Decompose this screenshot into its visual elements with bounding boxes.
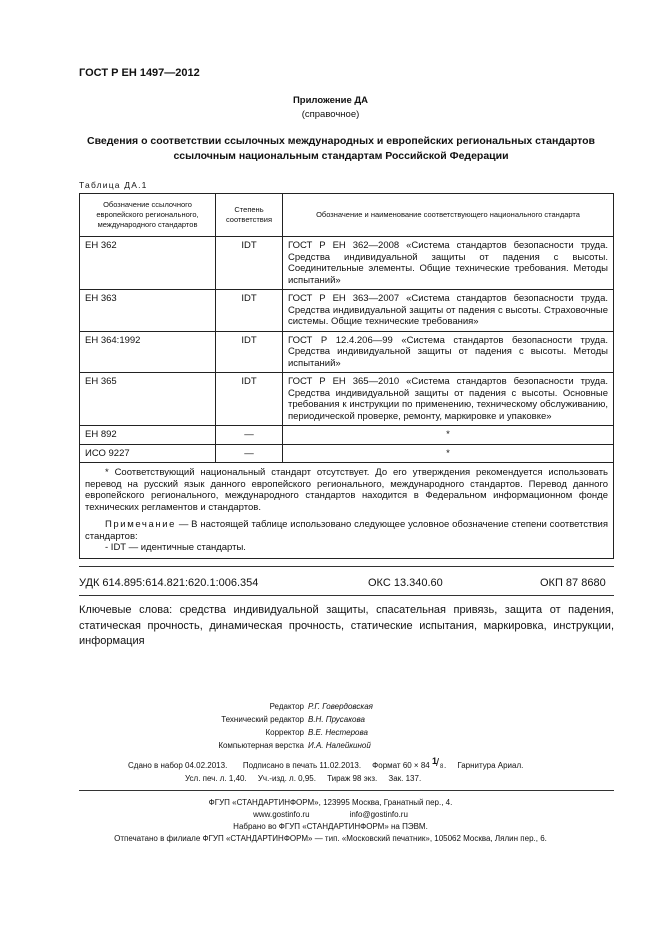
national-standard-cell: ГОСТ Р 12.4.206—99 «Система стандартов безопасности труда. Средства индивидуальной защиты от падения с высоты. Методы испытаний»	[283, 331, 614, 373]
publication-sheets: Уч.-изд. л. 0,95.	[257, 774, 316, 783]
publisher-block	[0, 797, 661, 845]
reference-cell: ЕН 363	[80, 290, 216, 332]
degree-cell: IDT	[216, 290, 283, 332]
credit-row	[0, 739, 661, 752]
format-fraction: 1 / 8	[431, 756, 444, 770]
udk-code: УДК 614.895:614.821:620.1:006.354	[79, 577, 259, 589]
national-standard-cell: ГОСТ Р ЕН 365—2010 «Система стандартов безопасности труда. Средства индивидуальной защиты от падения с высоты. Основные требования к инструкции по применению, техническому обслуживанию, периодической проверке, ремонту, маркировке и упаковке»	[283, 373, 614, 426]
publisher-email[interactable]: info@gostinfo.ru	[349, 810, 408, 819]
credit-role: Компьютерная верстка	[218, 741, 304, 750]
degree-cell: —	[216, 426, 283, 445]
reference-cell: ЕН 365	[80, 373, 216, 426]
table-footnote-row	[80, 463, 614, 559]
oks-code: ОКС 13.340.60	[368, 577, 443, 589]
credit-row	[0, 700, 661, 713]
degree-cell: IDT	[216, 331, 283, 373]
appendix-title: Приложение ДА	[292, 95, 369, 106]
credit-person: И.А. Налейкиной	[308, 741, 371, 750]
publisher-contacts	[0, 809, 661, 821]
correspondence-table	[79, 193, 614, 559]
degree-cell: IDT	[216, 237, 283, 290]
national-standard-cell: *	[283, 426, 614, 445]
national-standard-cell: ГОСТ Р ЕН 363—2007 «Система стандартов безопасности труда. Средства индивидуальной защиты от падения с высоты. Страховочные системы. Общие технические требования»	[283, 290, 614, 332]
credit-person: В.Н. Прусакова	[308, 715, 365, 724]
note-text: — В настоящей таблице использовано следующее условное обозначение степени соответствия стандартов:	[85, 519, 608, 542]
appendix-subtitle: (справочное)	[301, 109, 360, 120]
table-row	[80, 426, 614, 445]
keywords: Ключевые слова: средства индивидуальной защиты, спасательная привязь, защита от падения, статическая прочность, динамическая прочность, статические испытания, маркировка, инструкции, информация	[79, 604, 614, 647]
national-standard-cell: ГОСТ Р ЕН 362—2008 «Система стандартов безопасности труда. Средства индивидуальной защиты от падения с высоты. Соединительные элементы. Общие технические требования. Методы испытаний»	[283, 237, 614, 290]
print-run: Тираж 98 экз.	[327, 774, 378, 783]
table-footnote-cell	[80, 463, 614, 559]
document-code: ГОСТ Р ЕН 1497—2012	[79, 67, 200, 79]
signed-for-print: Подписано в печать 11.02.2013.	[242, 761, 362, 770]
table-note	[85, 519, 608, 542]
table-row	[80, 331, 614, 373]
column-header-reference: Обозначение ссылочного европейского регионального, международного стандартов	[80, 194, 216, 237]
typeset-note: Набрано во ФГУП «СТАНДАРТИНФОРМ» на ПЭВМ.	[233, 822, 428, 831]
credit-row	[0, 713, 661, 726]
degree-cell: IDT	[216, 373, 283, 426]
section-heading: Сведения о соответствии ссылочных международных и европейских региональных стандартов ссылочным национальным стандартам Российской Федерации	[86, 135, 595, 162]
table-row	[80, 373, 614, 426]
credit-person: В.Е. Нестерова	[308, 728, 368, 737]
note-label: Примечание	[105, 519, 176, 530]
reference-cell: ЕН 362	[80, 237, 216, 290]
national-standard-cell: *	[283, 444, 614, 463]
divider-line	[79, 790, 614, 791]
table-row	[80, 444, 614, 463]
paper-format: Формат 60 × 84	[372, 761, 430, 770]
reference-cell: ЕН 364:1992	[80, 331, 216, 373]
print-details-line: Сдано в набор 04.02.2013. Подписано в печать 11.02.2013. Формат 60 × 84 1 / 8 . Гарнитура Ариал.	[128, 756, 524, 770]
printed-sheets: Усл. печ. л. 1,40.	[185, 774, 247, 783]
okp-code: ОКП 87 8680	[540, 577, 606, 589]
degree-cell: —	[216, 444, 283, 463]
order-number: Зак. 137.	[388, 774, 422, 783]
credit-role: Редактор	[269, 702, 304, 711]
table-header-row	[80, 194, 614, 237]
table-caption: Таблица ДА.1	[79, 180, 148, 190]
footnote-text: * Соответствующий национальный стандарт отсутствует. До его утверждения рекомендуется использовать перевод на русский язык данного европейского регионального, международного стандартов. Перевод данного европейского регионального, международного стандартов находится в Федеральном информационном фонде технических регламентов и стандартов.	[85, 467, 608, 513]
reference-cell: ИСО 9227	[80, 444, 216, 463]
credit-row	[0, 726, 661, 739]
credits-block	[0, 700, 661, 752]
divider-line	[79, 566, 614, 567]
divider-line	[79, 595, 614, 596]
reference-cell: ЕН 892	[80, 426, 216, 445]
column-header-national: Обозначение и наименование соответствующего национального стандарта	[283, 194, 614, 237]
sent-to-typesetting: Сдано в набор 04.02.2013.	[128, 761, 228, 770]
print-volume-line	[185, 774, 421, 783]
credit-role: Корректор	[265, 728, 304, 737]
credit-role: Технический редактор	[221, 715, 304, 724]
publisher-website[interactable]: www.gostinfo.ru	[253, 810, 310, 819]
publisher-address: ФГУП «СТАНДАРТИНФОРМ», 123995 Москва, Гранатный пер., 4.	[208, 798, 453, 807]
credit-person: Р.Г. Говердовская	[308, 702, 373, 711]
typeface: Гарнитура Ариал.	[457, 761, 524, 770]
note-item: - IDT — идентичные стандарты.	[105, 542, 246, 553]
column-header-degree: Степень соответствия	[216, 194, 283, 237]
table-row	[80, 290, 614, 332]
printed-note: Отпечатано в филиале ФГУП «СТАНДАРТИНФОРМ» — тип. «Московский печатник», 105062 Москва, Лялин пер., 6.	[114, 834, 547, 843]
table-row	[80, 237, 614, 290]
